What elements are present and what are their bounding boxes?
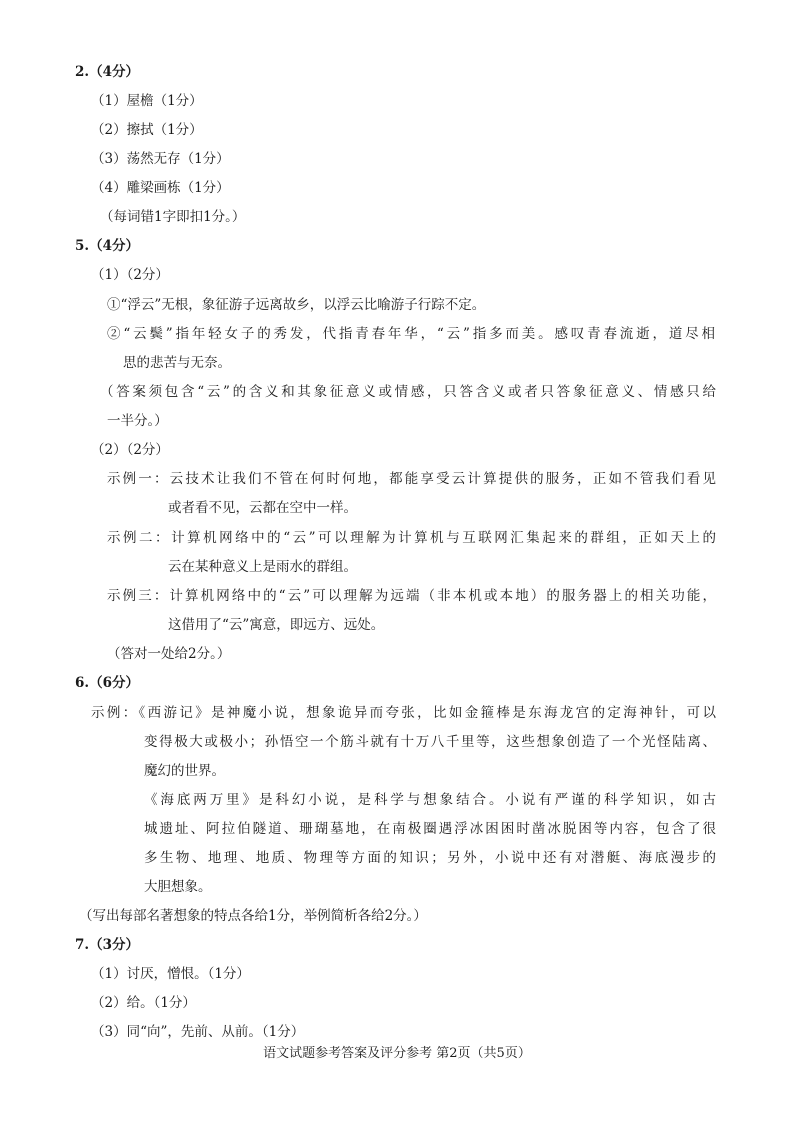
q6-example-line5: 城遗址、阿拉伯隧道、珊瑚墓地，在南极圈遇浮冰困困时凿冰脱困等内容，包含了很 bbox=[144, 821, 716, 837]
q5-example2-line2: 云在某种意义上是雨水的群组。 bbox=[168, 559, 357, 575]
q6-scoring-note: （写出每部名著想象的特点各给1分，举例简析各给2分。） bbox=[79, 908, 427, 924]
q6-example-line3: 魔幻的世界。 bbox=[144, 763, 225, 779]
q5-example1-line2: 或者看不见，云都在空中一样。 bbox=[168, 500, 357, 516]
q7-answer-1: （1）讨厌，憎恨。（1分） bbox=[91, 966, 250, 982]
q6-heading: 6.（6分） bbox=[75, 675, 139, 691]
q5-part1-item1: ①“浮云”无根，象征游子远离故乡，以浮云比喻游子行踪不定。 bbox=[107, 297, 486, 313]
q6-example-line6: 多生物、地理、地质、物理等方面的知识；另外，小说中还有对潜艇、海底漫步的 bbox=[144, 850, 716, 866]
q2-heading: 2.（4分） bbox=[75, 64, 139, 80]
q5-example3-line2: 这借用了“云”寓意，即远方、远处。 bbox=[168, 617, 385, 633]
q6-example-line4: 《海底两万里》是科幻小说，是科学与想象结合。小说有严谨的科学知识，如古 bbox=[144, 792, 716, 808]
page-footer: 语文试题参考答案及评分参考 第2页（共5页） bbox=[263, 1046, 531, 1061]
q2-answer-2: （2）擦拭（1分） bbox=[91, 122, 203, 138]
q2-answer-1: （1）屋檐（1分） bbox=[91, 93, 203, 109]
q6-example-line2: 变得极大或极小；孙悟空一个筋斗就有十万八千里等，这些想象创造了一个光怪陆离、 bbox=[144, 734, 716, 750]
q5-part1-note-line2: 一半分。） bbox=[107, 413, 168, 429]
q7-answer-3: （3）同“向”，先前、从前。（1分） bbox=[91, 1024, 305, 1040]
q5-part1-note-line1: （答案须包含“云”的含义和其象征意义或情感，只答含义或者只答象征意义、情感只给 bbox=[100, 384, 716, 400]
q5-part2-note: （答对一处给2分。） bbox=[107, 646, 231, 662]
q5-part1-item2-line1: ②“云鬓”指年轻女子的秀发，代指青春年华，“云”指多而美。感叹青春流逝，道尽相 bbox=[107, 326, 715, 342]
q2-answer-3: （3）荡然无存（1分） bbox=[91, 151, 230, 167]
q6-example-line1: 示例：《西游记》是神魔小说，想象诡异而夸张，比如金箍棒是东海龙宫的定海神针，可以 bbox=[91, 705, 716, 721]
q5-part2-heading: （2）（2分） bbox=[91, 442, 169, 458]
q5-example2-line1: 示例二：计算机网络中的“云”可以理解为计算机与互联网汇集起来的群组，正如天上的 bbox=[107, 530, 716, 546]
q7-heading: 7.（3分） bbox=[75, 937, 139, 953]
q5-heading: 5.（4分） bbox=[75, 238, 139, 254]
q5-part1-item2-line2: 思的悲苦与无奈。 bbox=[123, 355, 231, 371]
q5-part1-heading: （1）（2分） bbox=[91, 267, 169, 283]
q2-answer-4: （4）雕梁画栋（1分） bbox=[91, 180, 230, 196]
q5-example3-line1: 示例三：计算机网络中的“云”可以理解为远端（非本机或本地）的服务器上的相关功能， bbox=[107, 588, 716, 604]
q6-example-line7: 大胆想象。 bbox=[144, 879, 212, 895]
q7-answer-2: （2）给。（1分） bbox=[91, 995, 196, 1011]
q2-scoring-note: （每词错1字即扣1分。） bbox=[100, 209, 246, 225]
q5-example1-line1: 示例一：云技术让我们不管在何时何地，都能享受云计算提供的服务，正如不管我们看见 bbox=[107, 471, 716, 487]
